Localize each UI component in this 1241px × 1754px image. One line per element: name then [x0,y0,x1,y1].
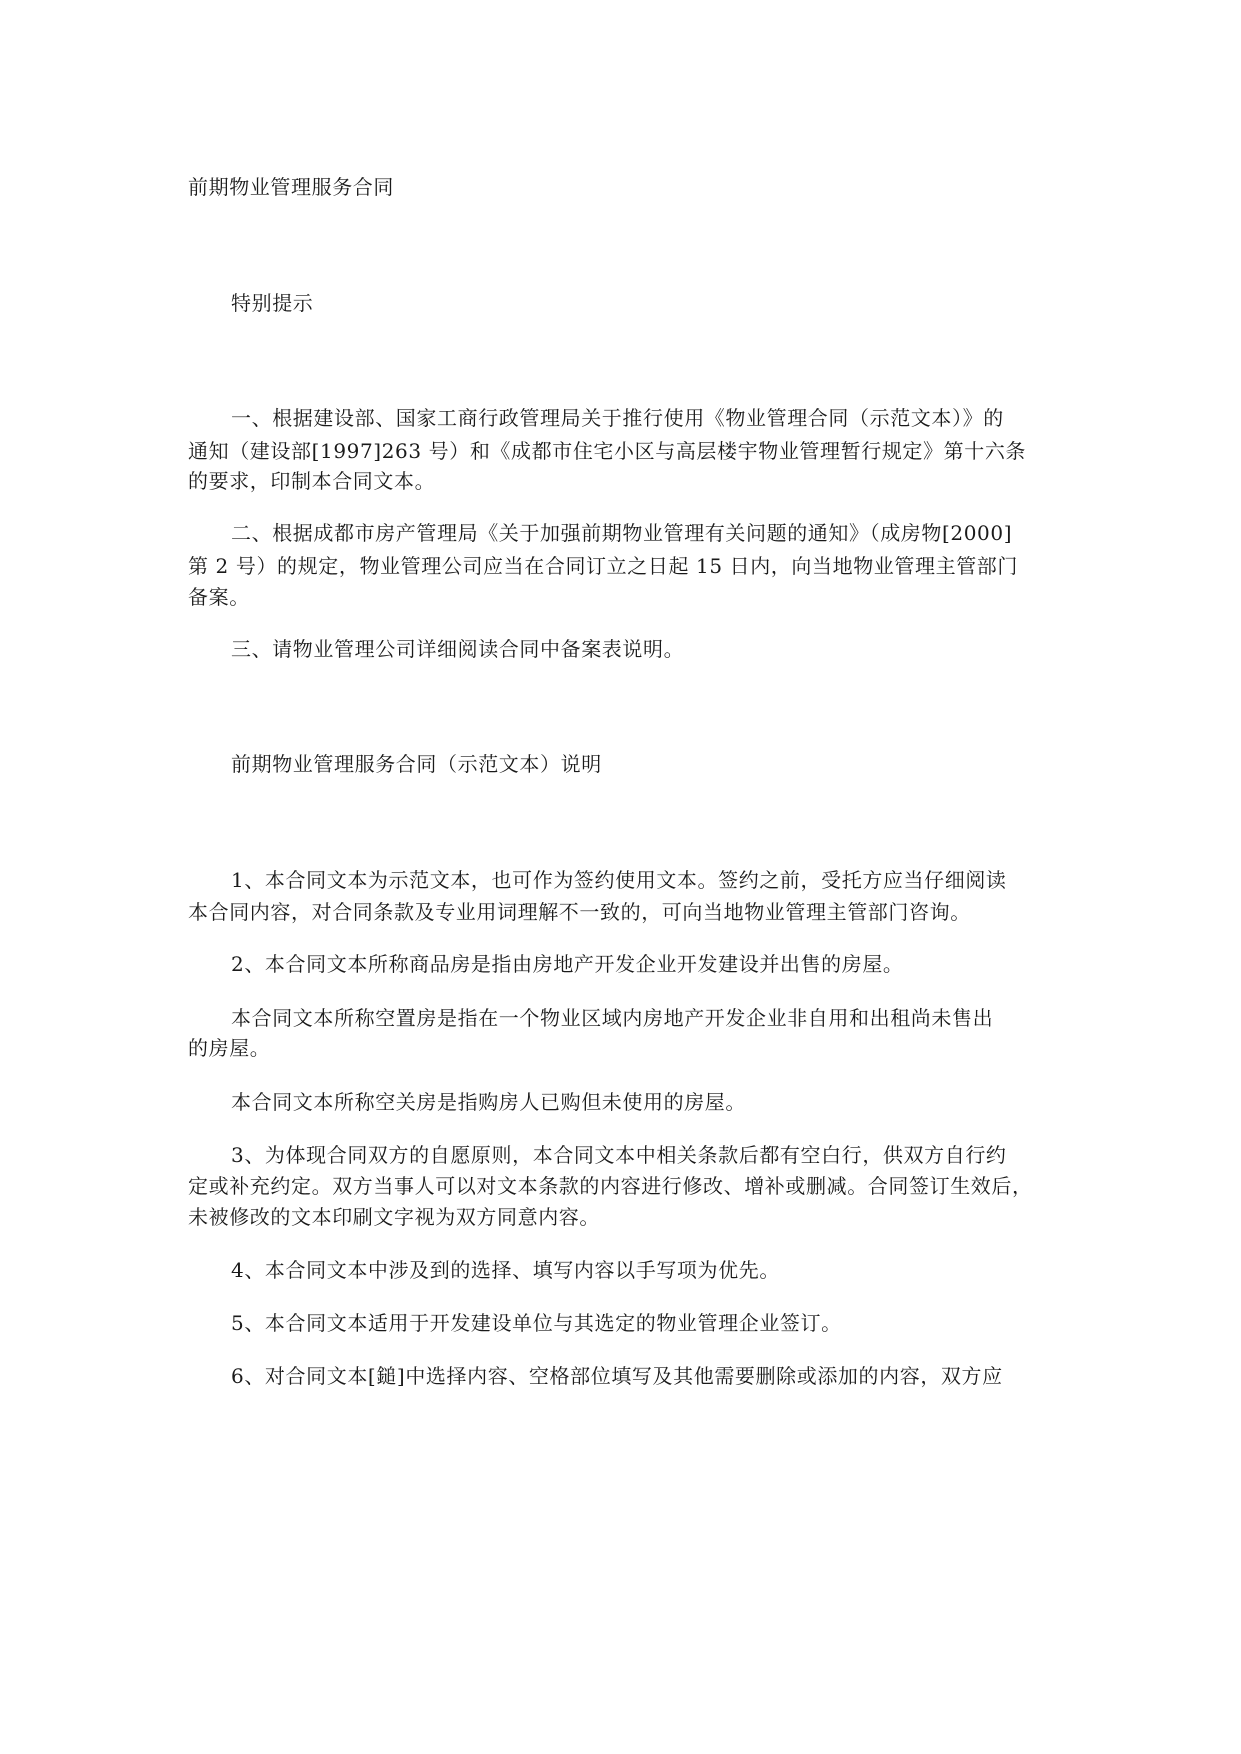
explanation-item-3-line-3: 未被修改的文本印刷文字视为双方同意内容。 [188,1205,600,1229]
notice-item-1-line-2: 通知（建设部[1997]263 号）和《成都市住宅小区与高层楼宇物业管理暂行规定》第十六条 [188,439,1027,463]
explanation-heading: 前期物业管理服务合同（示范文本）说明 [231,752,602,776]
special-notice-heading: 特别提示 [231,291,314,315]
notice-item-2-line-1: 二、根据成都市房产管理局《关于加强前期物业管理有关问题的通知》（成房物[2000] [231,521,1013,545]
explanation-item-2b-line-1: 本合同文本所称空置房是指在一个物业区域内房地产开发企业非自用和出租尚未售出 [231,1006,994,1030]
notice-item-1-line-3: 的要求，印制本合同文本。 [188,469,436,493]
explanation-item-2b-line-2: 的房屋。 [188,1036,271,1060]
explanation-item-2c-line-1: 本合同文本所称空关房是指购房人已购但未使用的房屋。 [231,1090,746,1114]
notice-item-3-line-1: 三、请物业管理公司详细阅读合同中备案表说明。 [231,637,685,661]
explanation-item-4-line-1: 4、本合同文本中涉及到的选择、填写内容以手写项为优先。 [231,1258,780,1282]
explanation-item-2-line-1: 2、本合同文本所称商品房是指由房地产开发企业开发建设并出售的房屋。 [231,952,904,976]
explanation-item-1-line-1: 1、本合同文本为示范文本，也可作为签约使用文本。签约之前，受托方应当仔细阅读 [231,868,1007,892]
notice-item-1-line-1: 一、根据建设部、国家工商行政管理局关于推行使用《物业管理合同（示范文本）》的 [231,406,1004,430]
notice-item-2-line-2: 第 2 号）的规定，物业管理公司应当在合同订立之日起 15 日内，向当地物业管理主管部门 [188,554,1019,578]
explanation-item-3-line-1: 3、为体现合同双方的自愿原则，本合同文本中相关条款后都有空白行，供双方自行约 [231,1143,1007,1167]
notice-item-2-line-3: 备案。 [188,585,250,609]
explanation-item-1-line-2: 本合同内容，对合同条款及专业用词理解不一致的，可向当地物业管理主管部门咨询。 [188,900,971,924]
explanation-item-3-line-2: 定或补充约定。双方当事人可以对文本条款的内容进行修改、增补或删减。合同签订生效后， [188,1174,1033,1198]
explanation-item-6-line-1: 6、对合同文本[鎚]中选择内容、空格部位填写及其他需要删除或添加的内容，双方应 [231,1364,1003,1388]
explanation-item-5-line-1: 5、本合同文本适用于开发建设单位与其选定的物业管理企业签订。 [231,1311,842,1335]
document-title: 前期物业管理服务合同 [188,175,394,199]
